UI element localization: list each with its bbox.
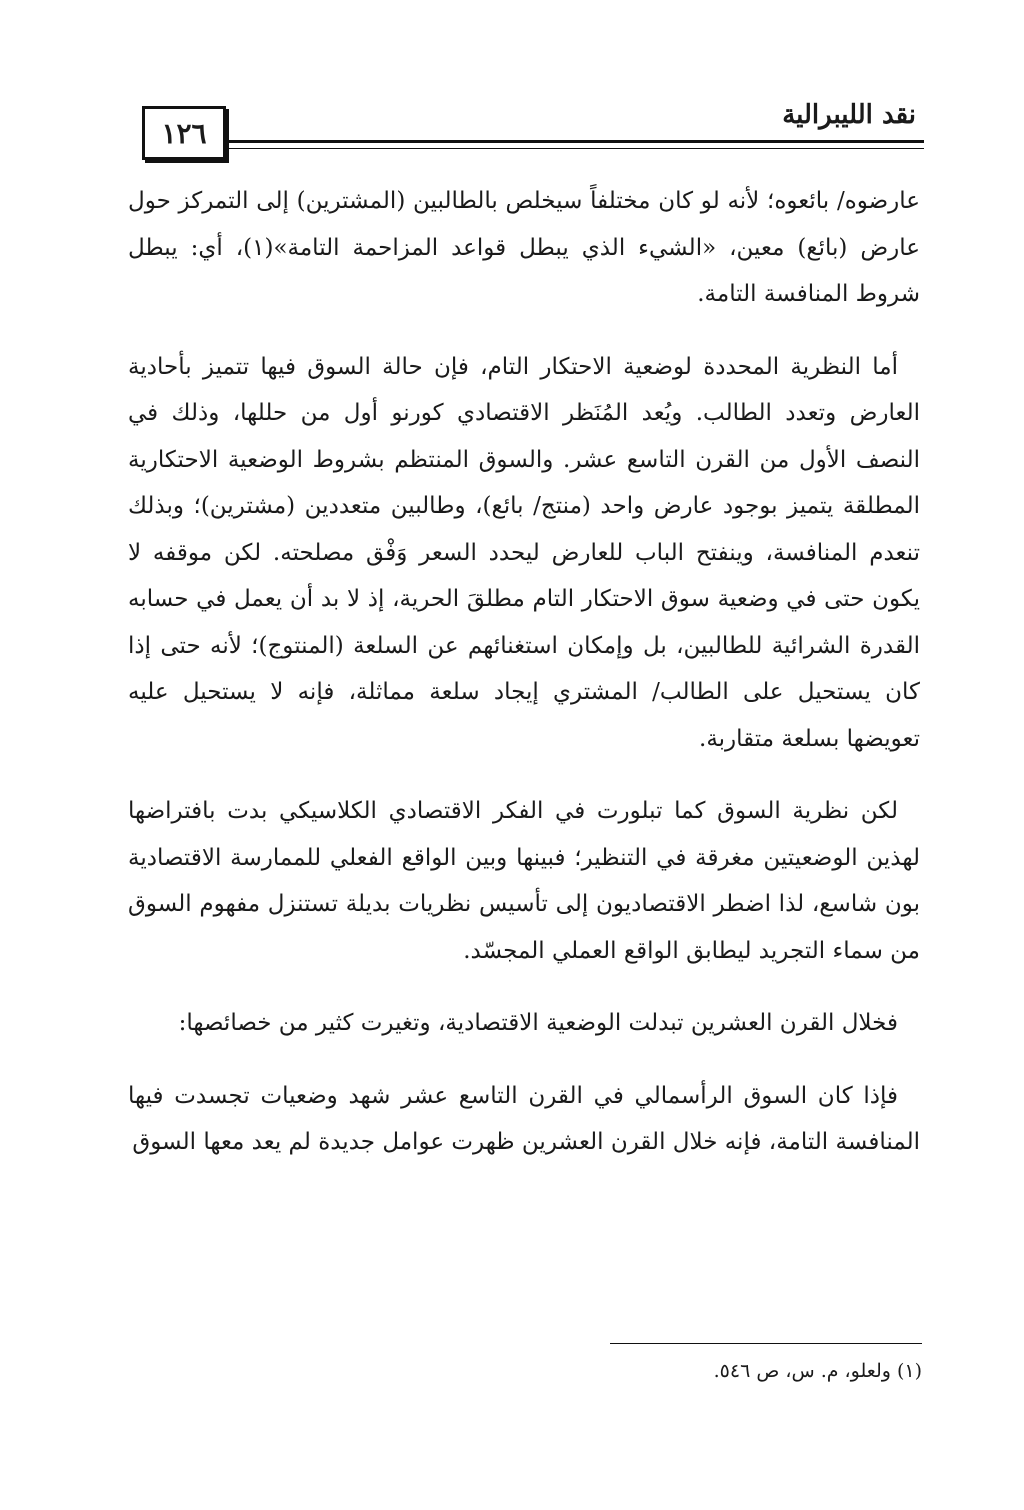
paragraph-1: عارضوه/ بائعوه؛ لأنه لو كان مختلفاً سيخلص بالطالبين (المشترين) إلى التمركز حول عارض (بائع) معين، «الشيء الذي يبطل قواعد المزاحمة التامة»(١)، أي: يبطل شروط المنافسة التامة. [128, 188, 921, 307]
running-title: نقد الليبرالية [782, 100, 916, 130]
footnote: (١) ولعلو، م. س، ص ٥٤٦. [713, 1360, 922, 1382]
paragraph-3: لكن نظرية السوق كما تبلورت في الفكر الاقتصادي الكلاسيكي بدت بافتراضها لهذين الوضعيتين مغرقة في التنظير؛ فبينها وبين الواقع الفعلي للممارسة الاقتصادية بون شاسع، لذا اضطر الاقتصاديون إلى تأسيس نظريات بديلة تستنزل مفهوم السوق من سماء التجريد ليطابق الواقع العملي المجسّد. [128, 798, 920, 964]
paragraph-5: فإذا كان السوق الرأسمالي في القرن التاسع عشر شهد وضعيات تجسدت فيها المنافسة التامة، فإنه خلال القرن العشرين ظهرت عوامل جديدة لم يعد معها السوق [128, 1082, 920, 1155]
paragraph-2: أما النظرية المحددة لوضعية الاحتكار التام، فإن حالة السوق فيها تتميز بأحادية العارض وتعدد الطالب. ويُعد المُنَظر الاقتصادي كورنو أول من حللها، وذلك في النصف الأول من القرن التاسع عشر. والسوق المنتظم بشروط الوضعية الاحتكارية المطلقة يتميز بوجود عارض واحد (منتج/ بائع)، وطالبين متعددين (مشترين)؛ وبذلك تنعدم المنافسة، وينفتح الباب للعارض ليحدد السعر وَفْق مصلحته. لكن موقفه لا يكون حتى في وضعية سوق الاحتكار التام مطلقَ الحرية، إذ لا بد أن يعمل في حسابه القدرة الشرائية للطالبين، بل وإمكان استغنائهم عن السلعة (المنتوج)؛ لأنه حتى إذا كان يستحيل على الطالب/ المشتري إيجاد سلعة مماثلة، فإنه لا يستحيل عليه تعويضها بسلعة متقاربة. [128, 353, 920, 752]
body-text [128, 178, 920, 1192]
header-rule-thick [224, 140, 924, 143]
header-rule-thin [224, 148, 924, 149]
page-number: ١٢٦ [142, 106, 226, 160]
paragraph-4: فخلال القرن العشرين تبدلت الوضعية الاقتصادية، وتغيرت كثير من خصائصها: [178, 1010, 898, 1036]
footnote-separator [610, 1343, 922, 1344]
page-header [124, 88, 924, 158]
